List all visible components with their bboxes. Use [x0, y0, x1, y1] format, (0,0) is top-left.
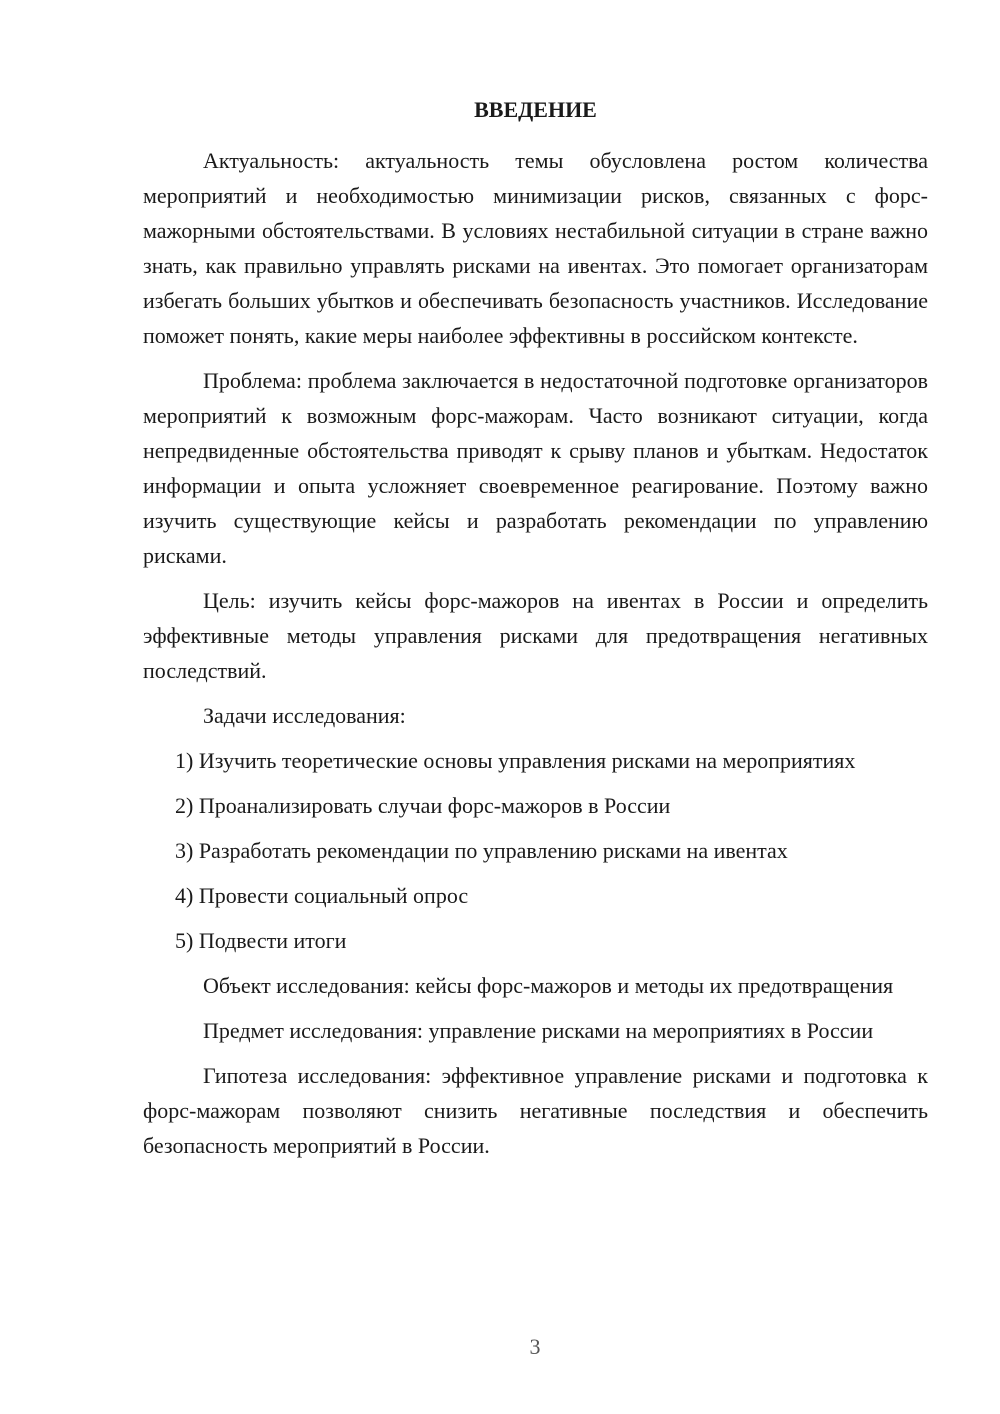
task-item-1: 1) Изучить теоретические основы управления рисками на мероприятиях [175, 748, 856, 773]
task-item-5: 5) Подвести итоги [175, 928, 347, 953]
hypothesis-paragraph: Гипотеза исследования: эффективное управление рисками и подготовка к форс-мажорам позволяют снизить негативные последствия и обеспечить безопасность мероприятий в России. [143, 1063, 928, 1158]
document-page [143, 92, 928, 1173]
problem-paragraph: Проблема: проблема заключается в недостаточной подготовке организаторов мероприятий к возможным форс-мажорам. Часто возникают ситуации, когда непредвиденные обстоятельства приводят к срыву планов и убыткам. Недостаток информации и опыта усложняет своевременное реагирование. Поэтому важно изучить существующие кейсы и разработать рекомендации по управлению рисками. [143, 368, 928, 568]
relevance-paragraph: Актуальность: актуальность темы обусловлена ростом количества мероприятий и необходимостью минимизации рисков, связанных с форс-мажорными обстоятельствами. В условиях нестабильной ситуации в стране важно знать, как правильно управлять рисками на ивентах. Это помогает организаторам избегать больших убытков и обеспечивать безопасность участников. Исследование поможет понять, какие меры наиболее эффективны в российском контексте. [143, 148, 928, 348]
subject-paragraph: Предмет исследования: управление рисками на мероприятиях в России [203, 1018, 874, 1043]
task-item-4: 4) Провести социальный опрос [175, 883, 469, 908]
tasks-heading: Задачи исследования: [203, 703, 406, 728]
task-item-2: 2) Проанализировать случаи форс-мажоров в России [175, 793, 671, 818]
page-number: 3 [529, 1334, 541, 1359]
goal-paragraph: Цель: изучить кейсы форс-мажоров на ивентах в России и определить эффективные методы управления рисками для предотвращения негативных последствий. [143, 588, 928, 683]
task-item-3: 3) Разработать рекомендации по управлению рисками на ивентах [175, 838, 788, 863]
object-paragraph: Объект исследования: кейсы форс-мажоров и методы их предотвращения [203, 973, 894, 998]
section-title: ВВЕДЕНИЕ [474, 97, 597, 122]
